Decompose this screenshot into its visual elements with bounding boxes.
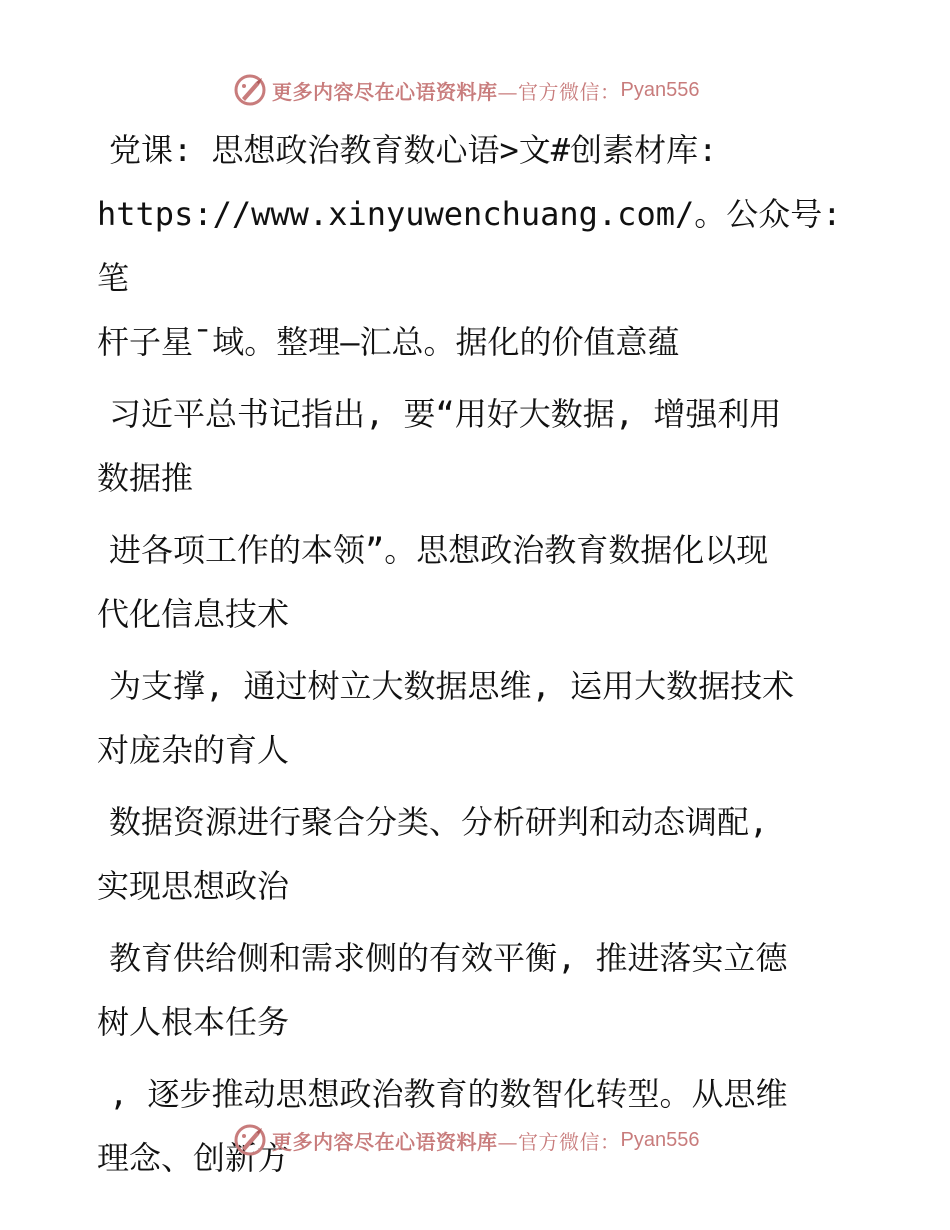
paragraph-line: 实现思想政治 xyxy=(97,867,290,905)
watermark-banner-bottom xyxy=(232,1120,752,1160)
paragraph-line: 进各项工作的本领”。思想政治教育数据化以现 xyxy=(109,531,769,569)
paragraph-line: 数据资源进行聚合分类、分析研判和动态调配, xyxy=(109,803,769,841)
paragraph xyxy=(97,382,842,510)
paragraph xyxy=(97,118,861,374)
watermark-banner-top xyxy=(232,70,752,110)
brand-logo-icon xyxy=(232,72,268,108)
watermark-text-2: —官方微信： xyxy=(497,79,621,104)
paragraph xyxy=(97,790,842,918)
paragraph-line: 代化信息技术 xyxy=(97,595,290,633)
brand-logo-icon xyxy=(232,1122,268,1158)
paragraph-line: 对庞杂的育人 xyxy=(97,731,290,769)
watermark-text-2: —官方微信： xyxy=(497,1129,621,1154)
paragraph xyxy=(97,926,842,1054)
paragraph-line: 习近平总书记指出, 要“用好大数据, 增强利用 xyxy=(109,395,782,433)
watermark-wechat-id: Pyan556 xyxy=(620,78,700,101)
paragraph xyxy=(97,654,842,782)
document-body xyxy=(97,118,861,1190)
paragraph-line: 理念、创新方 xyxy=(97,1139,290,1177)
paragraph-line: 杆子星¯域。整理—汇总。据化的价值意蕴 xyxy=(97,323,680,361)
paragraph-line: , 逐步推动思想政治教育的数智化转型。从思维 xyxy=(109,1075,788,1113)
paragraph-line: 为支撑, 通过树立大数据思维, 运用大数据技术 xyxy=(109,667,795,705)
paragraph-line: 教育供给侧和需求侧的有效平衡, 推进落实立德 xyxy=(109,939,788,977)
paragraph-line: 党课: 思想政治教育数心语>文#创素材库: xyxy=(109,131,718,169)
paragraph-line: 树人根本任务 xyxy=(97,1003,290,1041)
watermark-text-1: 更多内容尽在心语资料库 xyxy=(272,1129,498,1154)
watermark-text-1: 更多内容尽在心语资料库 xyxy=(272,79,498,104)
paragraph xyxy=(97,518,842,646)
paragraph-line: 数据推 xyxy=(97,459,194,497)
watermark-wechat-id: Pyan556 xyxy=(620,1128,700,1151)
paragraph-line: https://www.xinyuwenchuang.com/。公众号: 笔 xyxy=(97,195,861,297)
